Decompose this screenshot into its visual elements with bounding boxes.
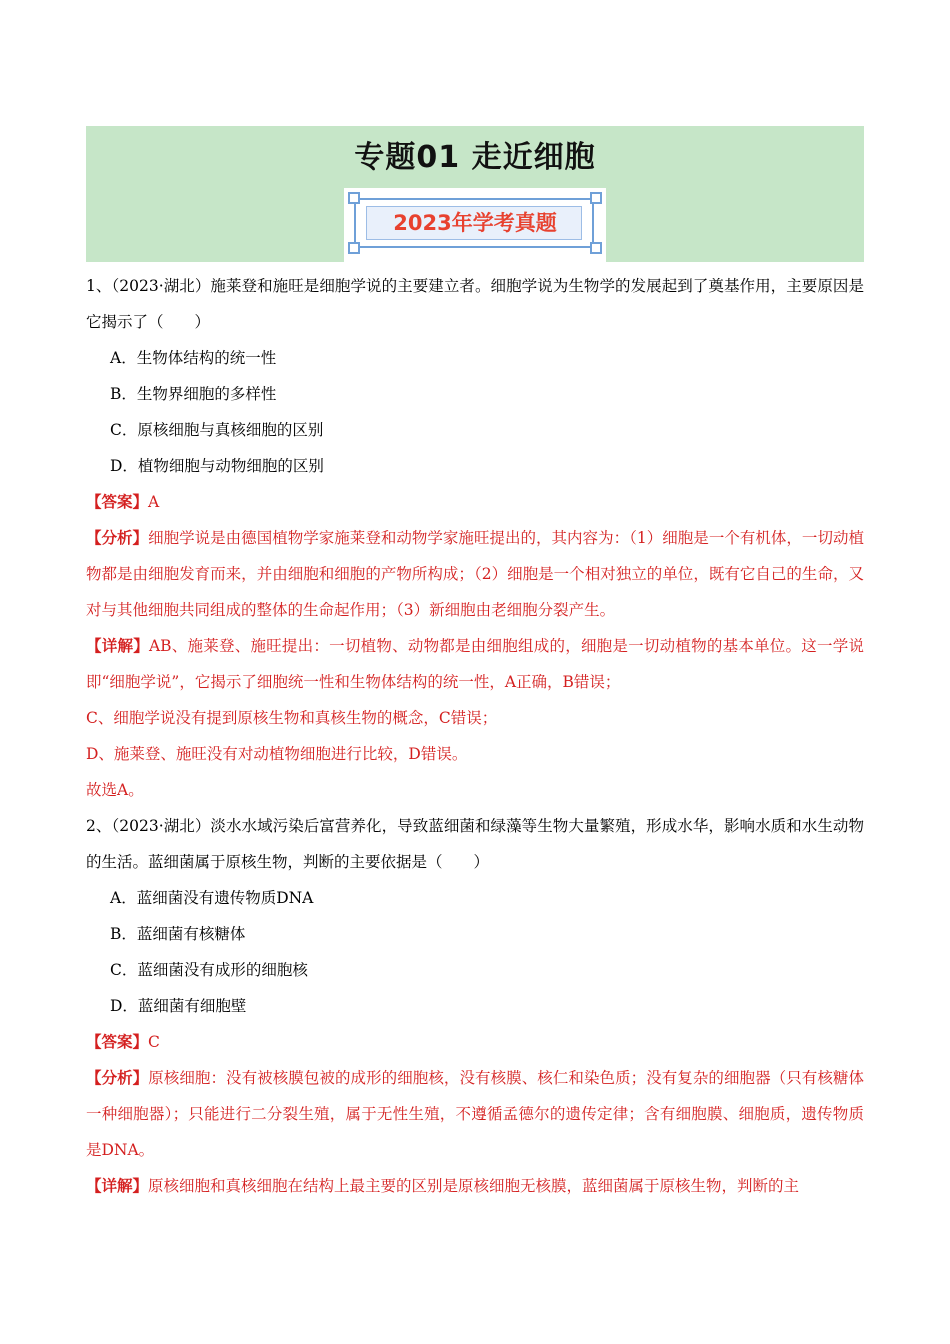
detail-label: 【详解】 [86,636,149,655]
option-a: A．蓝细菌没有遗传物质DNA [110,889,314,907]
badge-corner-tr [590,192,602,204]
badge-label: 2023年学考真题 [393,211,557,235]
analysis-line [86,520,864,628]
question-stem: 2、（2023·湖北）淡水水域污染后富营养化，导致蓝细菌和绿藻等生物大量繁殖，形成水华，影响水质和水生动物的生活。蓝细菌属于原核生物，判断的主要依据是（ ） [86,817,864,871]
option-b: B．生物界细胞的多样性 [110,385,277,403]
analysis-line [86,1060,864,1168]
year-badge [344,188,606,262]
page-title: 专题01 走近细胞 [354,140,596,175]
detail-line [86,628,864,700]
question-2 [86,808,864,1204]
detail-line-d: D、施莱登、施旺没有对动植物细胞进行比较，D错误。 [86,745,468,763]
analysis-text: 原核细胞：没有被核膜包被的成形的细胞核，没有核膜、核仁和染色质；没有复杂的细胞器（只有核糖体一种细胞器）；只能进行二分裂生殖，属于无性生殖，不遵循孟德尔的遗传定律；含有细胞膜、细胞质，遗传物质是DNA。 [86,1069,864,1159]
analysis-text: 细胞学说是由德国植物学家施莱登和动物学家施旺提出的，其内容为：（1）细胞是一个有机体，一切动植物都是由细胞发育而来，并由细胞和细胞的产物所构成；（2）细胞是一个相对独立的单位，既有它自己的生命，又对与其他细胞共同组成的整体的生命起作用；（3）新细胞由老细胞分裂产生。 [86,529,864,619]
detail-line [86,1168,864,1204]
option-d: D．蓝细菌有细胞壁 [110,997,247,1015]
analysis-label: 【分析】 [86,528,149,547]
answer-line [86,1024,864,1060]
answer-label: 【答案】 [86,1032,149,1051]
detail-text: AB、施莱登、施旺提出：一切植物、动物都是由细胞组成的，细胞是一切动植物的基本单位。这一学说即“细胞学说”，它揭示了细胞统一性和生物体结构的统一性，A正确，B错误； [86,637,864,691]
option-d: D．植物细胞与动物细胞的区别 [110,457,324,475]
option-c: C．原核细胞与真核细胞的区别 [110,421,324,439]
answer-value: A [148,493,160,511]
answer-value: C [148,1033,160,1051]
document-body [86,268,864,1204]
badge-corner-bl [348,242,360,254]
detail-text: 原核细胞和真核细胞在结构上最主要的区别是原核细胞无核膜，蓝细菌属于原核生物，判断的主 [148,1177,800,1195]
analysis-label: 【分析】 [86,1068,149,1087]
detail-label: 【详解】 [86,1176,149,1195]
option-b: B．蓝细菌有核糖体 [110,925,246,943]
detail-conclusion: 故选A。 [86,781,144,799]
option-c: C．蓝细菌没有成形的细胞核 [110,961,308,979]
answer-line [86,484,864,520]
badge-corner-br [590,242,602,254]
title-banner [86,126,864,262]
answer-label: 【答案】 [86,492,149,511]
option-a: A．生物体结构的统一性 [110,349,277,367]
badge-corner-tl [348,192,360,204]
question-stem: 1、（2023·湖北）施莱登和施旺是细胞学说的主要建立者。细胞学说为生物学的发展起到了奠基作用，主要原因是它揭示了（ ） [86,277,864,331]
question-1 [86,268,864,808]
detail-line-c: C、细胞学说没有提到原核生物和真核生物的概念，C错误； [86,709,498,727]
